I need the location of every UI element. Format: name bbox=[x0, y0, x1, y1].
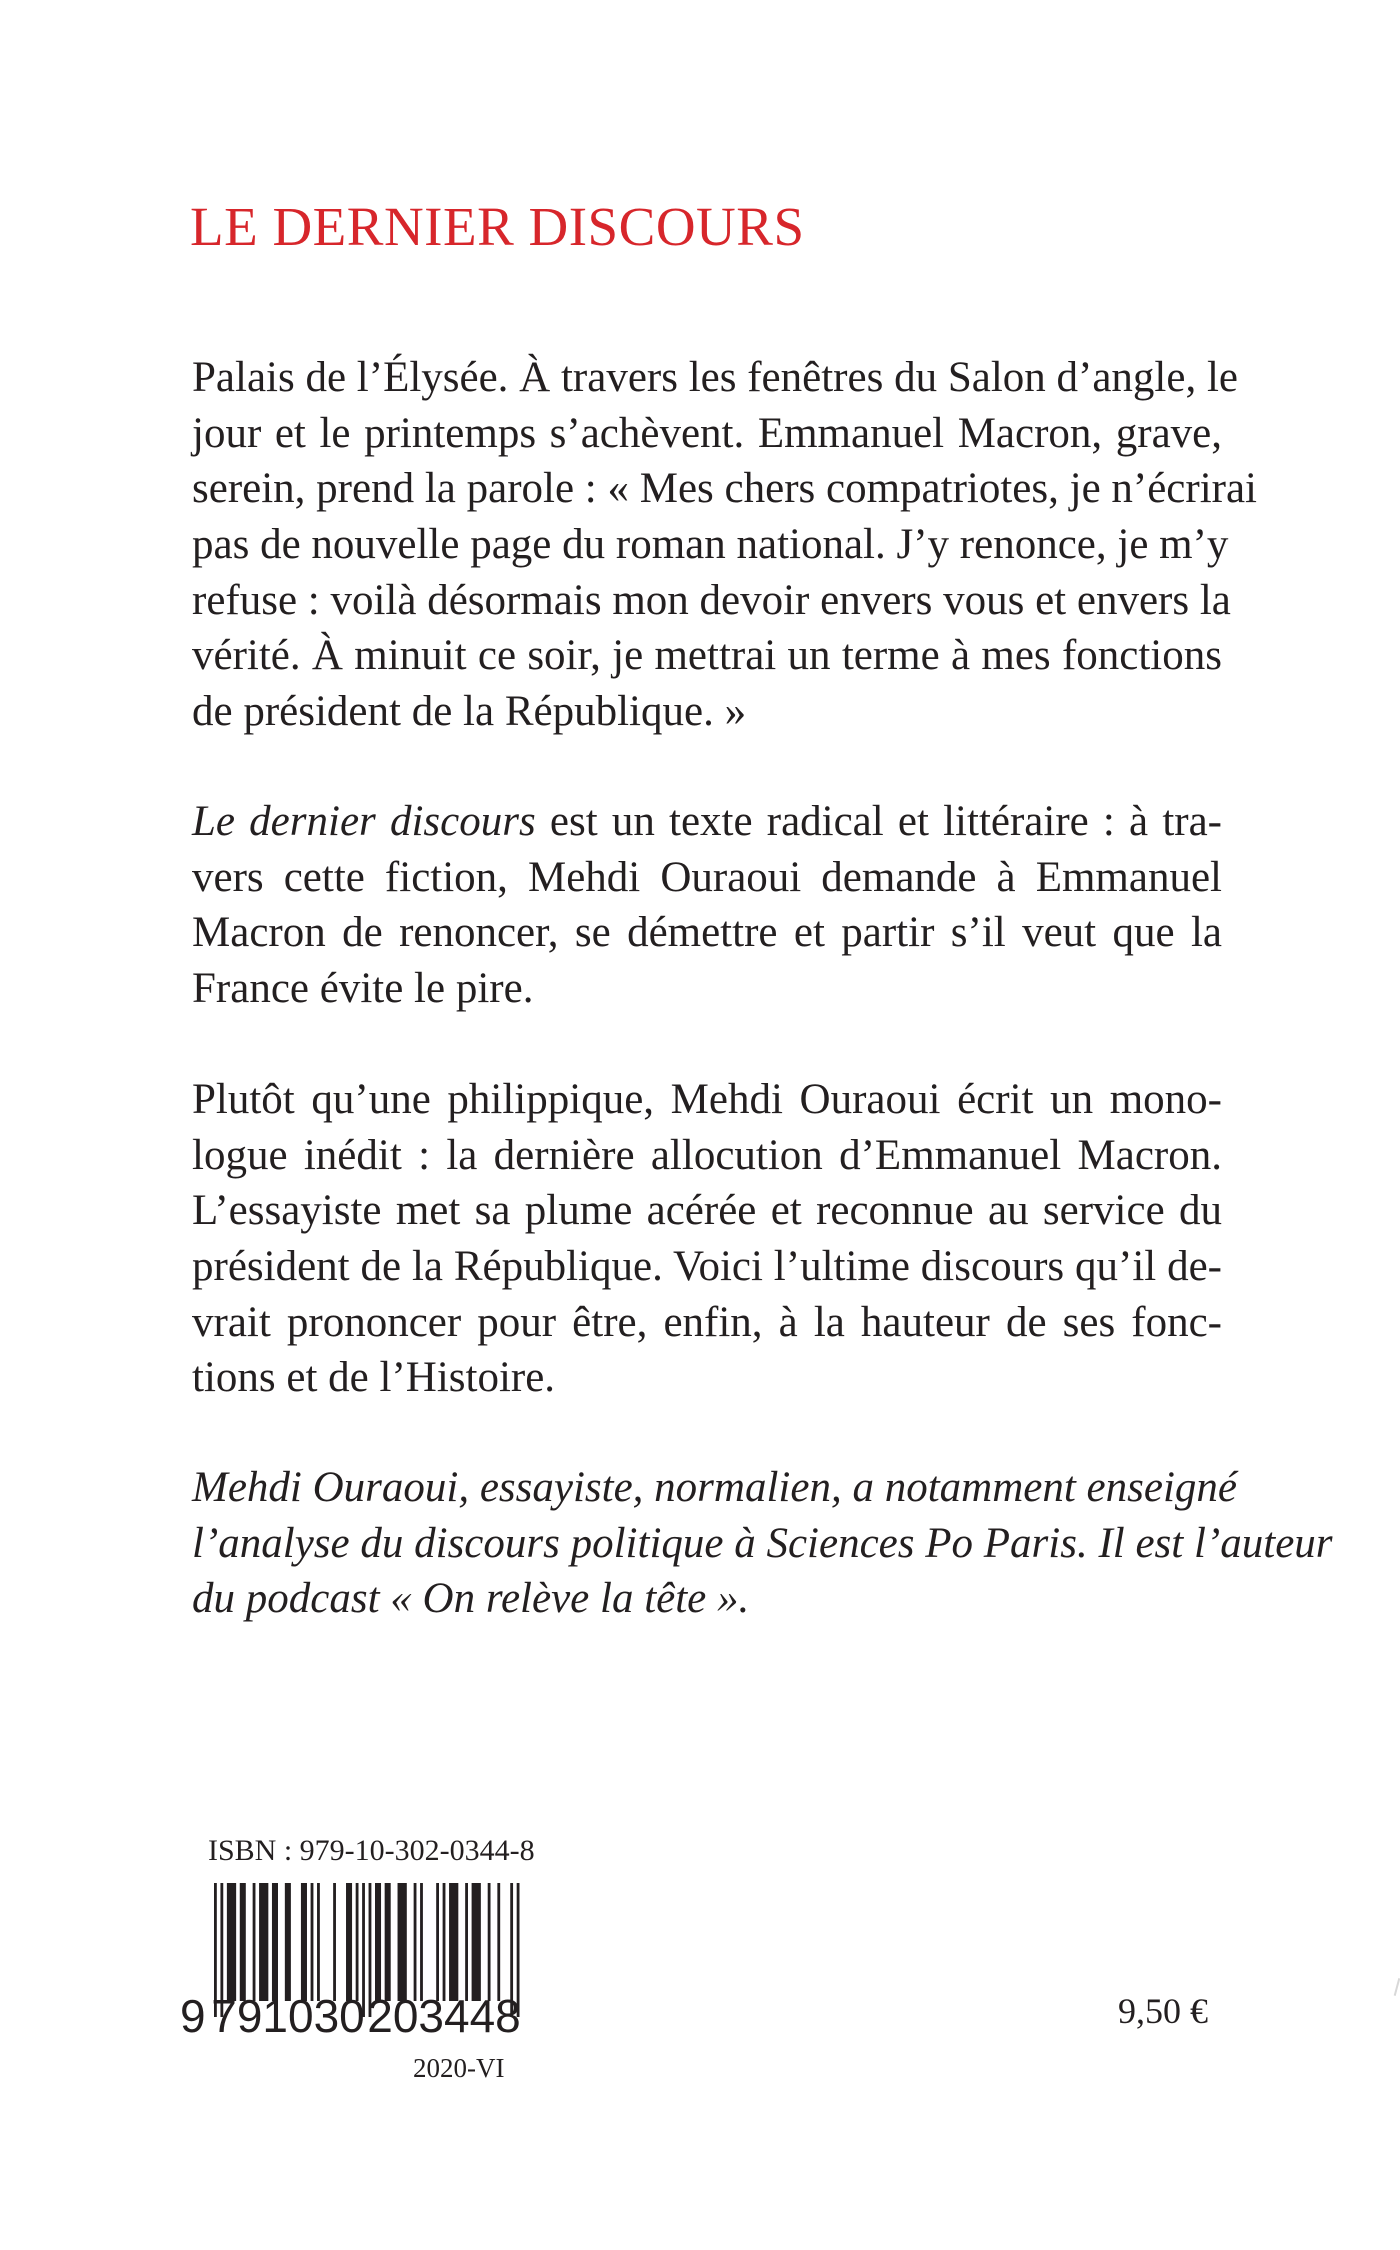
text-line: tions et de l’Histoire. bbox=[192, 1354, 556, 1402]
synopsis-paragraph-3 bbox=[192, 1072, 1222, 1406]
barcode-graphic bbox=[170, 1880, 550, 2040]
text-line: serein, prend la parole : « Mes chers compatriotes, je n’écrirai bbox=[192, 465, 1258, 513]
text-line: de président de la République. » bbox=[192, 688, 747, 736]
text-line: Palais de l’Élysée. À travers les fenêtres du Salon d’angle, le bbox=[192, 354, 1238, 401]
trim-mark bbox=[1394, 1978, 1400, 1996]
text-line: vrait prononcer pour être, enfin, à la hauteur de ses fonc- bbox=[192, 1298, 1222, 1346]
text-line: refuse : voilà désormais mon devoir envers vous et envers la bbox=[192, 576, 1231, 624]
edition-code: 2020-VI bbox=[413, 2053, 505, 2083]
book-title: LE DERNIER DISCOURS bbox=[190, 196, 805, 257]
synopsis-paragraph-2 bbox=[192, 794, 1222, 1017]
text-line: logue inédit : la dernière allocution d’Emmanuel Macron. bbox=[192, 1131, 1222, 1179]
text-line: pas de nouvelle page du roman national. J’y renonce, je m’y bbox=[192, 521, 1229, 569]
author-bio bbox=[192, 1460, 1333, 1627]
text-line-rest: est un texte radical et littéraire : à tra- bbox=[535, 798, 1222, 845]
book-title-italic: Le dernier discours bbox=[192, 798, 536, 845]
text-line: jour et le printemps s’achèvent. Emmanuel Macron, grave, bbox=[192, 409, 1222, 457]
text-line: Macron de renoncer, se démettre et partir s’il veut que la bbox=[192, 909, 1222, 957]
text-line: France évite le pire. bbox=[192, 965, 534, 1013]
text-line bbox=[192, 794, 1222, 850]
barcode-digit-first: 9 bbox=[180, 1990, 206, 2040]
text-line: président de la République. Voici l’ultime discours qu’il de- bbox=[192, 1243, 1222, 1291]
text-line: Plutôt qu’une philippique, Mehdi Ouraoui écrit un mono- bbox=[192, 1076, 1222, 1123]
text-line: Mehdi Ouraoui, essayiste, normalien, a notamment enseigné bbox=[192, 1464, 1237, 1511]
barcode-digits-left: 791030 bbox=[211, 1990, 365, 2040]
text-line: L’essayiste met sa plume acérée et reconnue au service du bbox=[192, 1187, 1222, 1235]
text-line: l’analyse du discours politique à Sciences Po Paris. Il est l’auteur bbox=[192, 1519, 1333, 1567]
barcode-digits-right: 203448 bbox=[367, 1990, 521, 2040]
ean-barcode bbox=[170, 1880, 550, 2040]
price-label: 9,50 € bbox=[1118, 1991, 1208, 2031]
isbn-label: ISBN : 979-10-302-0344-8 bbox=[208, 1834, 535, 1867]
text-line: vérité. À minuit ce soir, je mettrai un terme à mes fonctions bbox=[192, 632, 1222, 680]
text-line: du podcast « On relève la tête ». bbox=[192, 1575, 750, 1623]
text-line: vers cette fiction, Mehdi Ouraoui demande à Emmanuel bbox=[192, 853, 1222, 901]
synopsis-paragraph-1 bbox=[192, 350, 1258, 740]
